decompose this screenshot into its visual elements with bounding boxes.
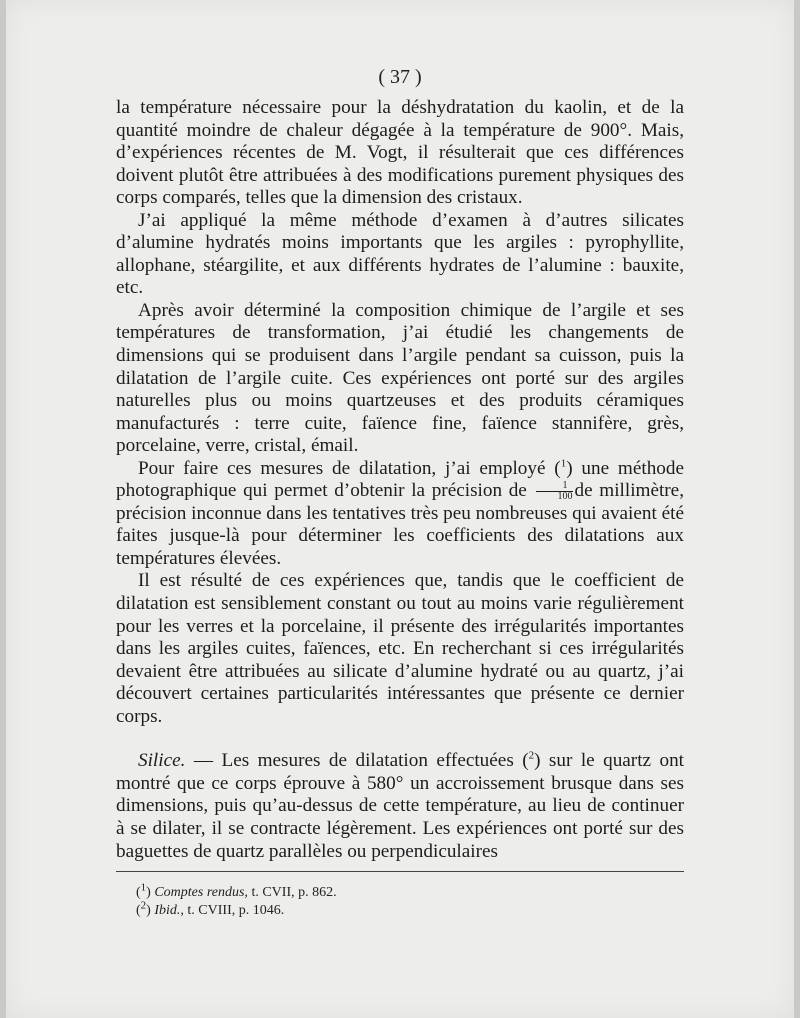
footnote-divider (116, 871, 684, 872)
footnote-2: ($^2$) Ibid., t. CVIII, p. 1046. (136, 899, 285, 918)
paragraph-4-text-end: de millimètre, précision inconnue dans les tentatives très peu nombreuses qui avaient été faites jusque-là pour déterminer les coefficients des dilatations aux températures élevées. (116, 480, 684, 569)
footnote-1-mark: 1 (140, 881, 147, 894)
paragraph-3: Après avoir déterminé la composition chimique de l’argile et ses températures de transformation, j’ai étudié les changements de dimensions qui se produisent dans l’argile pendant sa cuisson, puis la dilatation de l’argile cuite. Ces expériences ont porté sur des argiles naturelles plus ou moins quartzeuses et des produits céramiques manufacturés : terre cuite, faïence fine, faïence stannifère, grès, porcelaine, verre, cristal, émail. (116, 299, 684, 457)
footnote-ref-1: 1 (560, 457, 567, 470)
footnote-1-title: Comptes rendus, (154, 885, 248, 900)
footnotes (136, 881, 676, 920)
section-heading-silice: Silice. (138, 750, 186, 772)
paragraph-4-text-middle: ) une méthode photographique qui permet d’obtenir la précision de (116, 457, 684, 502)
paragraph-4-text-start: Pour faire ces mesures de dilatation, j’ai employé ( (138, 457, 561, 479)
footnote-2-rest: t. CVIII, p. 1046. (183, 903, 285, 918)
paragraph-6-text-end: ) sur le quartz ont montré que ce corps éprouve à 580° un accroissement brusque dans ses dimensions, puis qu’au-dessus de cette température, au lieu de continuer à se dilater, il se contracte légèrement. Les expériences ont porté sur des baguettes de quartz parallèles ou perpendiculaires (116, 750, 684, 862)
paragraph-6-text-start: — Les mesures de dilatation effectuées ( (185, 750, 529, 772)
paragraph-1: la température nécessaire pour la déshydratation du kaolin, et de la quantité moindre de chaleur dégagée à la température de 900°. Mais, d’expériences récentes de M. Vogt, il résulterait que ces différences doivent plutôt être attribuées à des modifications purement physiques des corps comparés, telles que la dimension des cristaux. (116, 97, 684, 209)
fraction-numerator: 1 (562, 480, 568, 492)
paragraph-4 (116, 458, 684, 571)
footnote-ref-2: 2 (528, 749, 535, 762)
page-number: ( 37 ) (378, 66, 422, 88)
footnote-1-rest: t. CVII, p. 862. (247, 885, 337, 900)
footnote-2-title: Ibid., (154, 903, 184, 918)
paragraph-6 (116, 750, 684, 863)
footnote-2-mark: 2 (140, 899, 147, 912)
paragraph-2: J’ai appliqué la même méthode d’examen à d’autres silicates d’alumine hydratés moins importants que les argiles : pyrophyllite, allophane, stéargilite, et aux différents hydrates de l’alumine : bauxite, etc. (116, 209, 684, 299)
paragraph-5: Il est résulté de ces expériences que, tandis que le coefficient de dilatation est sensiblement constant ou tout au moins varie régulièrement pour les verres et la porcelaine, il présente des irrégularités importantes dans les argiles cuites, faïences, etc. En recherchant si ces irrégularités devaient être attribuées au silicate d’alumine hydraté ou au quartz, j’ai découvert certaines particularités intéressantes que présente ce dernier corps. (116, 570, 684, 727)
body-text (116, 97, 684, 863)
fraction-denominator: 100 (536, 491, 573, 502)
fraction (536, 481, 573, 502)
footnote-1: ($^1$) Comptes rendus, t. CVII, p. 862. (136, 881, 337, 900)
